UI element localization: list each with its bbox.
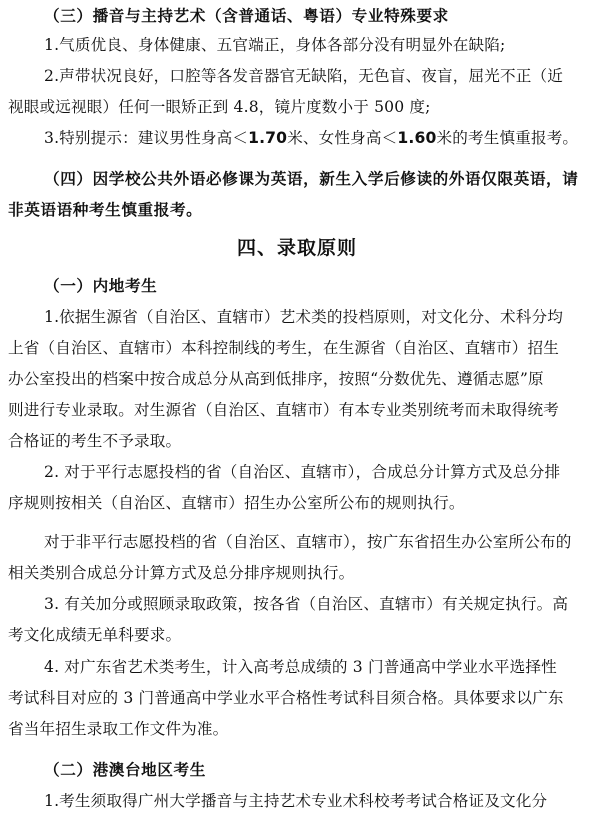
requirement-item-3 xyxy=(0,128,594,148)
subsection-header-hk-macao-taiwan: （二）港澳台地区考生 xyxy=(44,761,206,779)
requirement-item-2-line-1: 2.声带状况良好，口腔等各发音器官无缺陷，无色盲、夜盲，屈光不正（近 xyxy=(44,67,563,85)
requirement-item-2-line-2: 视眼或远视眼）任何一眼矫正到 4.8，镜片度数小于 500 度; xyxy=(8,98,431,116)
mainland-para-1-line-2: 上省（自治区、直辖市）本科控制线的考生，在生源省（自治区、直辖市）招生 xyxy=(8,339,560,357)
requirement-item-1: 1.气质优良、身体健康、五官端正，身体各部分没有明显外在缺陷; xyxy=(44,36,506,54)
female-height-value: 1.60 xyxy=(397,129,437,147)
mainland-para-1-line-3: 办公室投出的档案中按合成总分从高到低排序，按照“分数优先、遵循志愿”原 xyxy=(8,370,544,388)
chapter-title-admission-principles: 四、录取原则 xyxy=(236,237,357,259)
mainland-para-2-line-1: 2. 对于平行志愿投档的省（自治区、直辖市），合成总分计算方式及总分排 xyxy=(44,463,561,481)
hmt-para-1-line-1: 1.考生须取得广州大学播音与主持艺术专业术科校考考试合格证及文化分 xyxy=(44,792,548,810)
mainland-para-3-line-1: 对于非平行志愿投档的省（自治区、直辖市），按广东省招生办公室所公布的 xyxy=(44,533,572,551)
mainland-para-4-line-2: 考文化成绩无单科要求。 xyxy=(8,626,182,644)
subsection-header-mainland: （一）内地考生 xyxy=(44,277,158,295)
mainland-para-3-line-2: 相关类别合成总分计算方式及总分排序规则执行。 xyxy=(8,564,355,582)
section-header-broadcasting-requirements: （三）播音与主持艺术（含普通话、粤语）专业特殊要求 xyxy=(44,7,449,25)
foreign-language-note-line-2: 非英语语种考生慎重报考。 xyxy=(8,201,203,219)
mainland-para-4-line-1: 3. 有关加分或照顾录取政策，按各省（自治区、直辖市）有关规定执行。高 xyxy=(44,595,569,613)
mainland-para-5-line-2: 考试科目对应的 3 门普通高中学业水平合格性考试科目须合格。具体要求以广东 xyxy=(8,689,564,707)
height-note-suffix: 米的考生慎重报考。 xyxy=(436,129,579,147)
male-height-value: 1.70 xyxy=(248,129,288,147)
mainland-para-2-line-2: 序规则按相关（自治区、直辖市）招生办公室所公布的规则执行。 xyxy=(8,494,465,512)
mainland-para-1-line-4: 则进行专业录取。对生源省（自治区、直辖市）有本专业类别统考而未取得统考 xyxy=(8,401,560,419)
height-note-middle: 米、女性身高＜ xyxy=(287,129,398,147)
mainland-para-1-line-1: 1.依据生源省（自治区、直辖市）艺术类的投档原则，对文化分、术科分均 xyxy=(44,308,563,326)
height-note-prefix: 3.特别提示：建议男性身高＜ xyxy=(44,129,249,147)
foreign-language-note-line-1: （四）因学校公共外语必修课为英语，新生入学后修读的外语仅限英语，请 xyxy=(44,170,579,188)
mainland-para-1-line-5: 合格证的考生不予录取。 xyxy=(8,432,182,450)
mainland-para-5-line-3: 省当年招生录取工作文件为准。 xyxy=(8,720,229,738)
mainland-para-5-line-1: 4. 对广东省艺术类考生，计入高考总成绩的 3 门普通高中学业水平选择性 xyxy=(44,658,557,676)
